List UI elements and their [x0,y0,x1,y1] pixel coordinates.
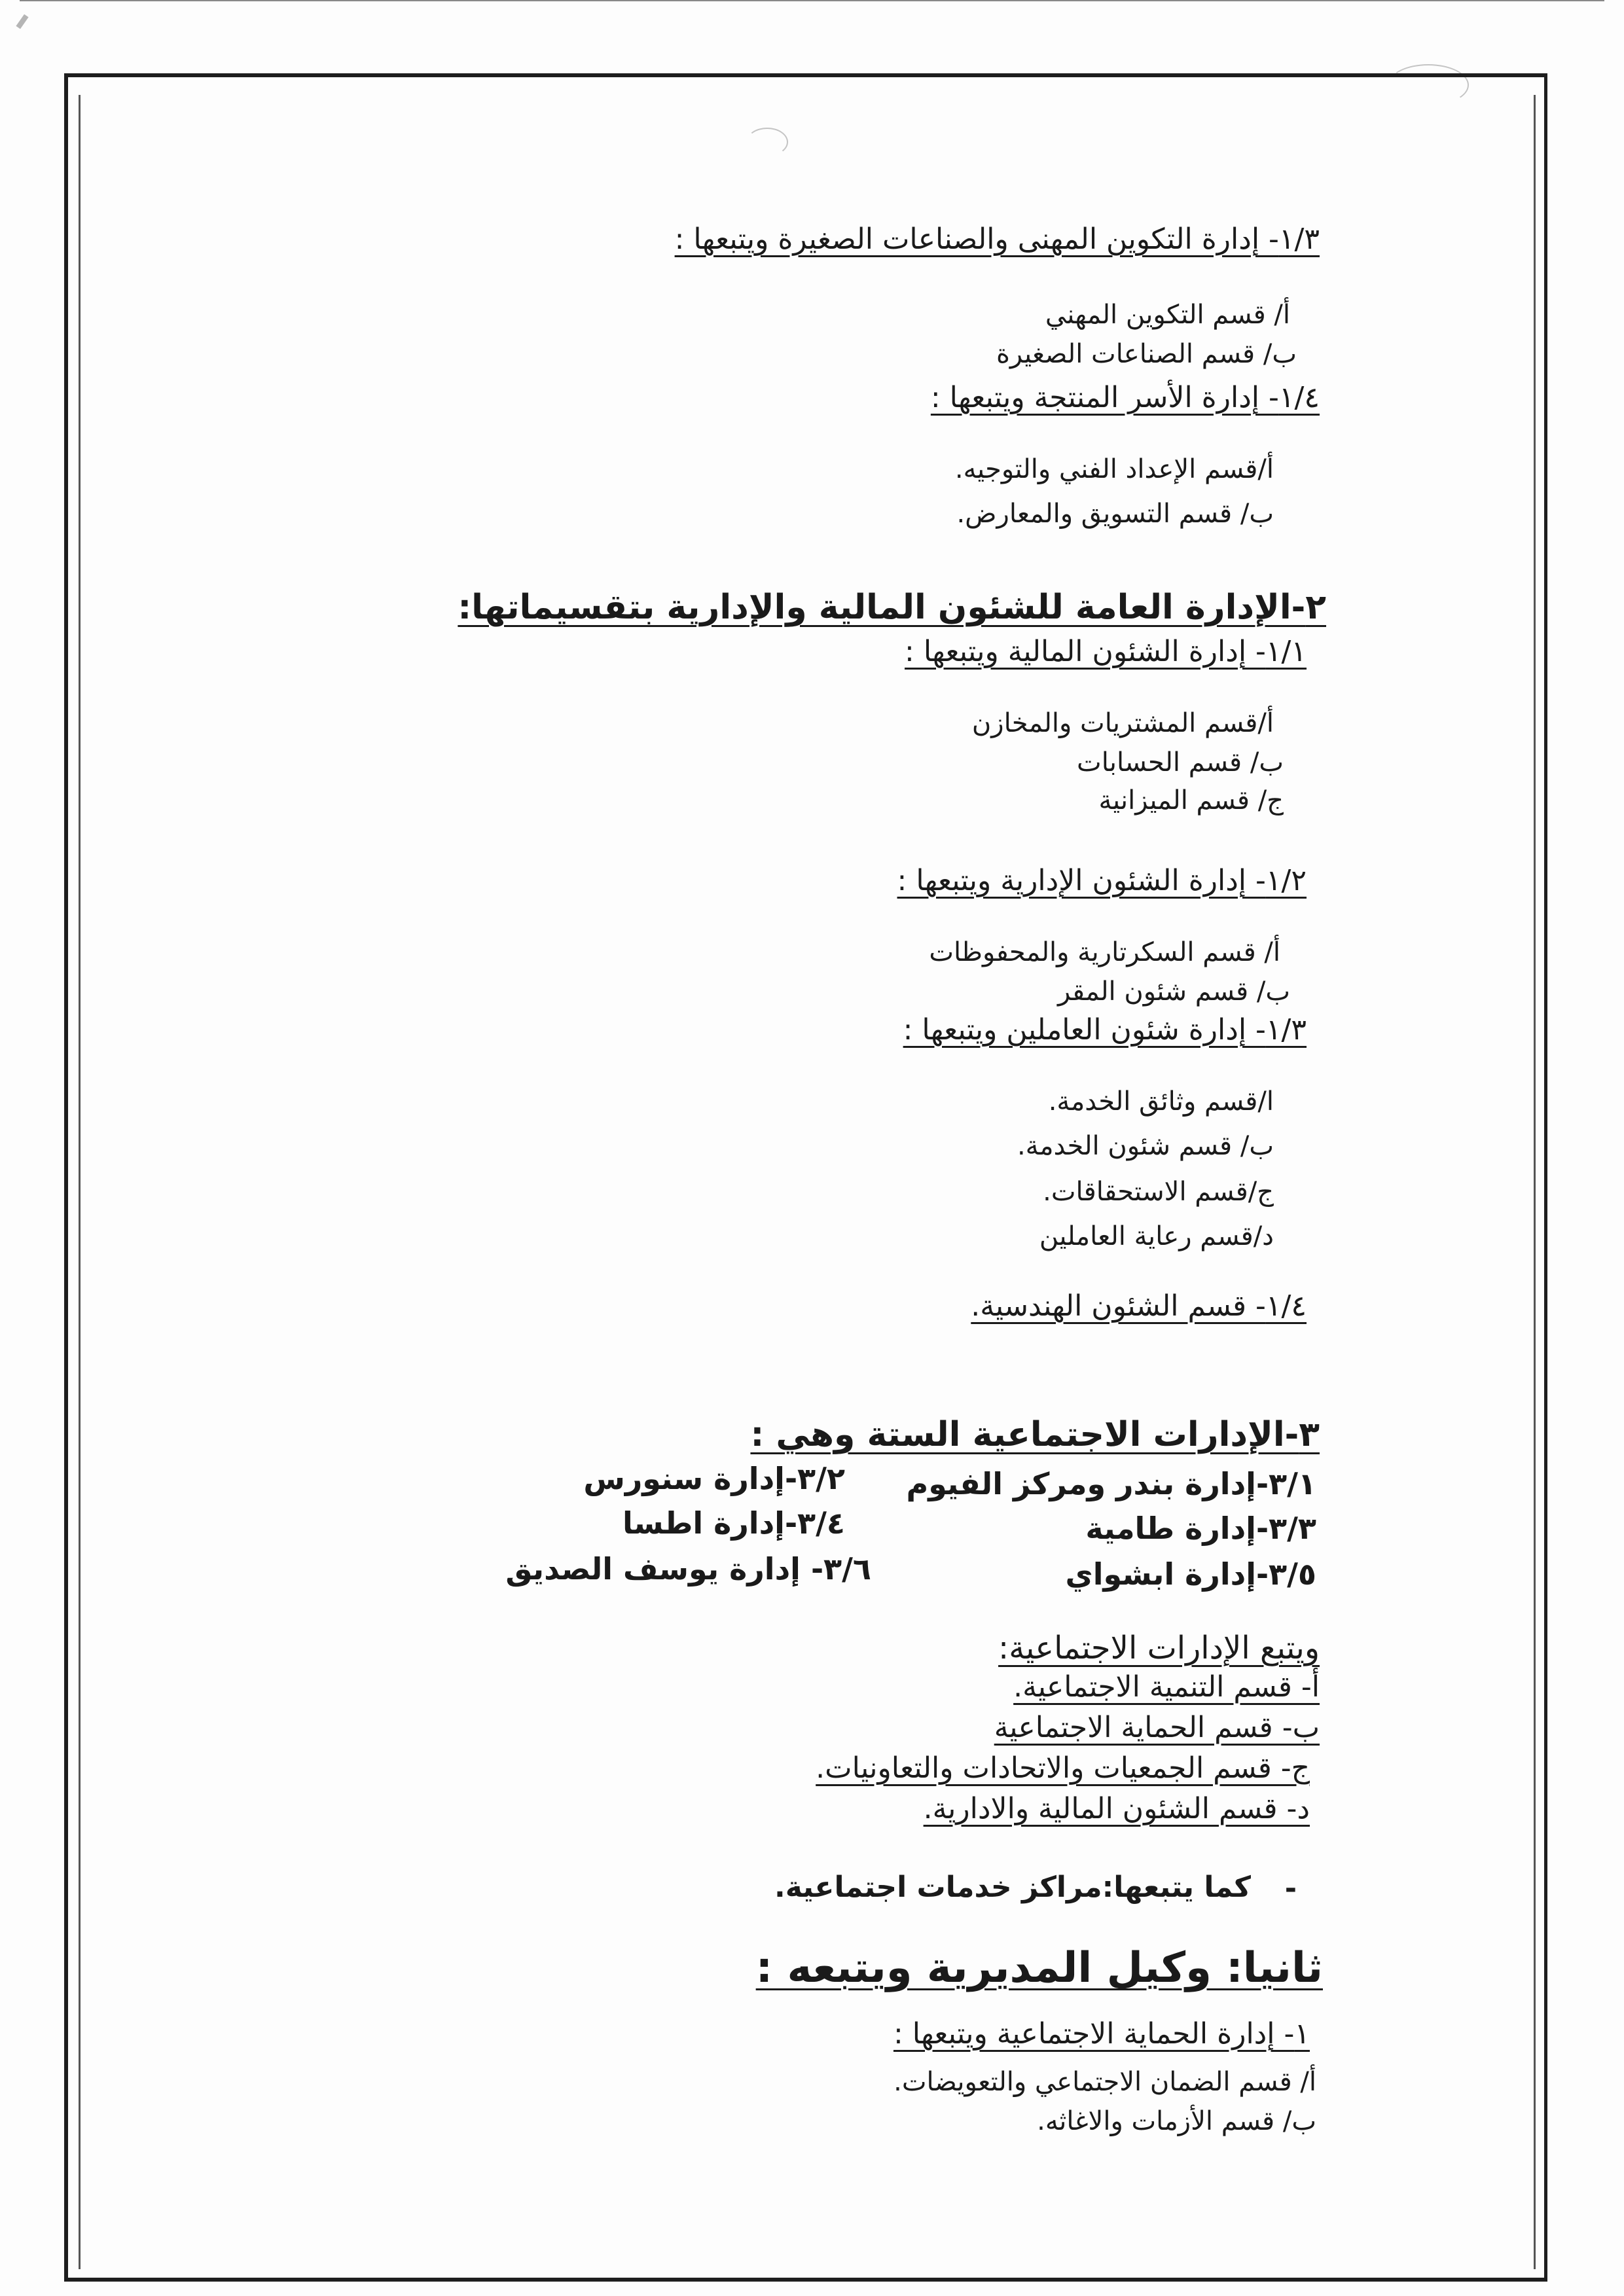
scan-top-edge [20,0,1604,1]
list-item: ا/قسم وثائق الخدمة. [1048,1086,1274,1117]
list-item: ب- قسم الحماية الاجتماعية [994,1711,1320,1744]
office-item: ٣/٢-إدارة سنورس [583,1461,845,1496]
section-heading: ١/٢- إدارة الشئون الإدارية ويتبعها : [897,864,1307,897]
section-heading: ١/٣- إدارة شئون العاملين ويتبعها : [903,1013,1307,1047]
office-item: ٣/٤-إدارة اطسا [622,1505,845,1541]
section-heading: ١/٤- قسم الشئون الهندسية. [971,1289,1307,1323]
centers-line: كما يتبعها:مراكز خدمات اجتماعية. [774,1871,1251,1904]
list-item: ب/ قسم الأزمات والاغاثه. [1037,2106,1316,2136]
list-item: د- قسم الشئون المالية والادارية. [923,1792,1310,1825]
major-heading: ٢-الإدارة العامة للشئون المالية والإدارية بتقسيماتها: [458,588,1326,627]
list-item: ج- قسم الجمعيات والاتحادات والتعاونيات. [816,1751,1310,1785]
list-item: أ- قسم التنمية الاجتماعية. [1013,1670,1320,1704]
list-item: ب/ قسم التسويق والمعارض. [956,499,1274,529]
scan-speck [16,14,28,29]
list-item: أ/ قسم السكرتارية والمحفوظات [929,937,1280,967]
office-item: ٣/١-إدارة بندر ومركز الفيوم [906,1466,1316,1501]
office-item: ٣/٣-إدارة طامية [1085,1511,1316,1546]
list-item: د/قسم رعاية العاملين [1039,1221,1274,1251]
page-border-inner [79,95,1536,2269]
office-item: ٣/٥-إدارة ابشواي [1065,1556,1316,1592]
list-item: أ/ قسم الضمان الاجتماعي والتعويضات. [893,2067,1316,2097]
major-heading: ٣-الإدارات الاجتماعية الستة وهي : [750,1415,1320,1454]
subsection-heading: ويتبع الإدارات الاجتماعية: [998,1630,1320,1666]
section-heading: ١/٤- إدارة الأسر المنتجة ويتبعها : [930,381,1320,414]
list-item: ب/ قسم الحسابات [1077,747,1284,778]
list-item: ج/قسم الاستحقاقات. [1043,1177,1274,1207]
major-heading: ثانيا: وكيل المديرية ويتبعه : [755,1944,1323,1992]
section-heading: ١/١- إدارة الشئون المالية ويتبعها : [905,635,1307,668]
section-heading: ١/٣- إدارة التكوين المهنى والصناعات الصغيرة ويتبعها : [674,223,1320,256]
list-item: أ/ قسم التكوين المهني [1045,300,1290,330]
list-item: أ/قسم المشتريات والمخازن [971,708,1274,738]
list-item: ب/ قسم شئون الخدمة. [1017,1131,1274,1161]
list-item: ب/ قسم الصناعات الصغيرة [996,339,1297,369]
list-item: ج/ قسم الميزانية [1098,785,1284,816]
list-item: ب/ قسم شئون المقر [1057,977,1290,1007]
bullet-dash: - [1284,1872,1297,1905]
section-heading: ١- إدارة الحماية الاجتماعية ويتبعها : [893,2017,1310,2051]
list-item: أ/قسم الإعداد الفني والتوجيه. [954,454,1274,484]
office-item: ٣/٦- إدارة يوسف الصديق [505,1551,871,1587]
